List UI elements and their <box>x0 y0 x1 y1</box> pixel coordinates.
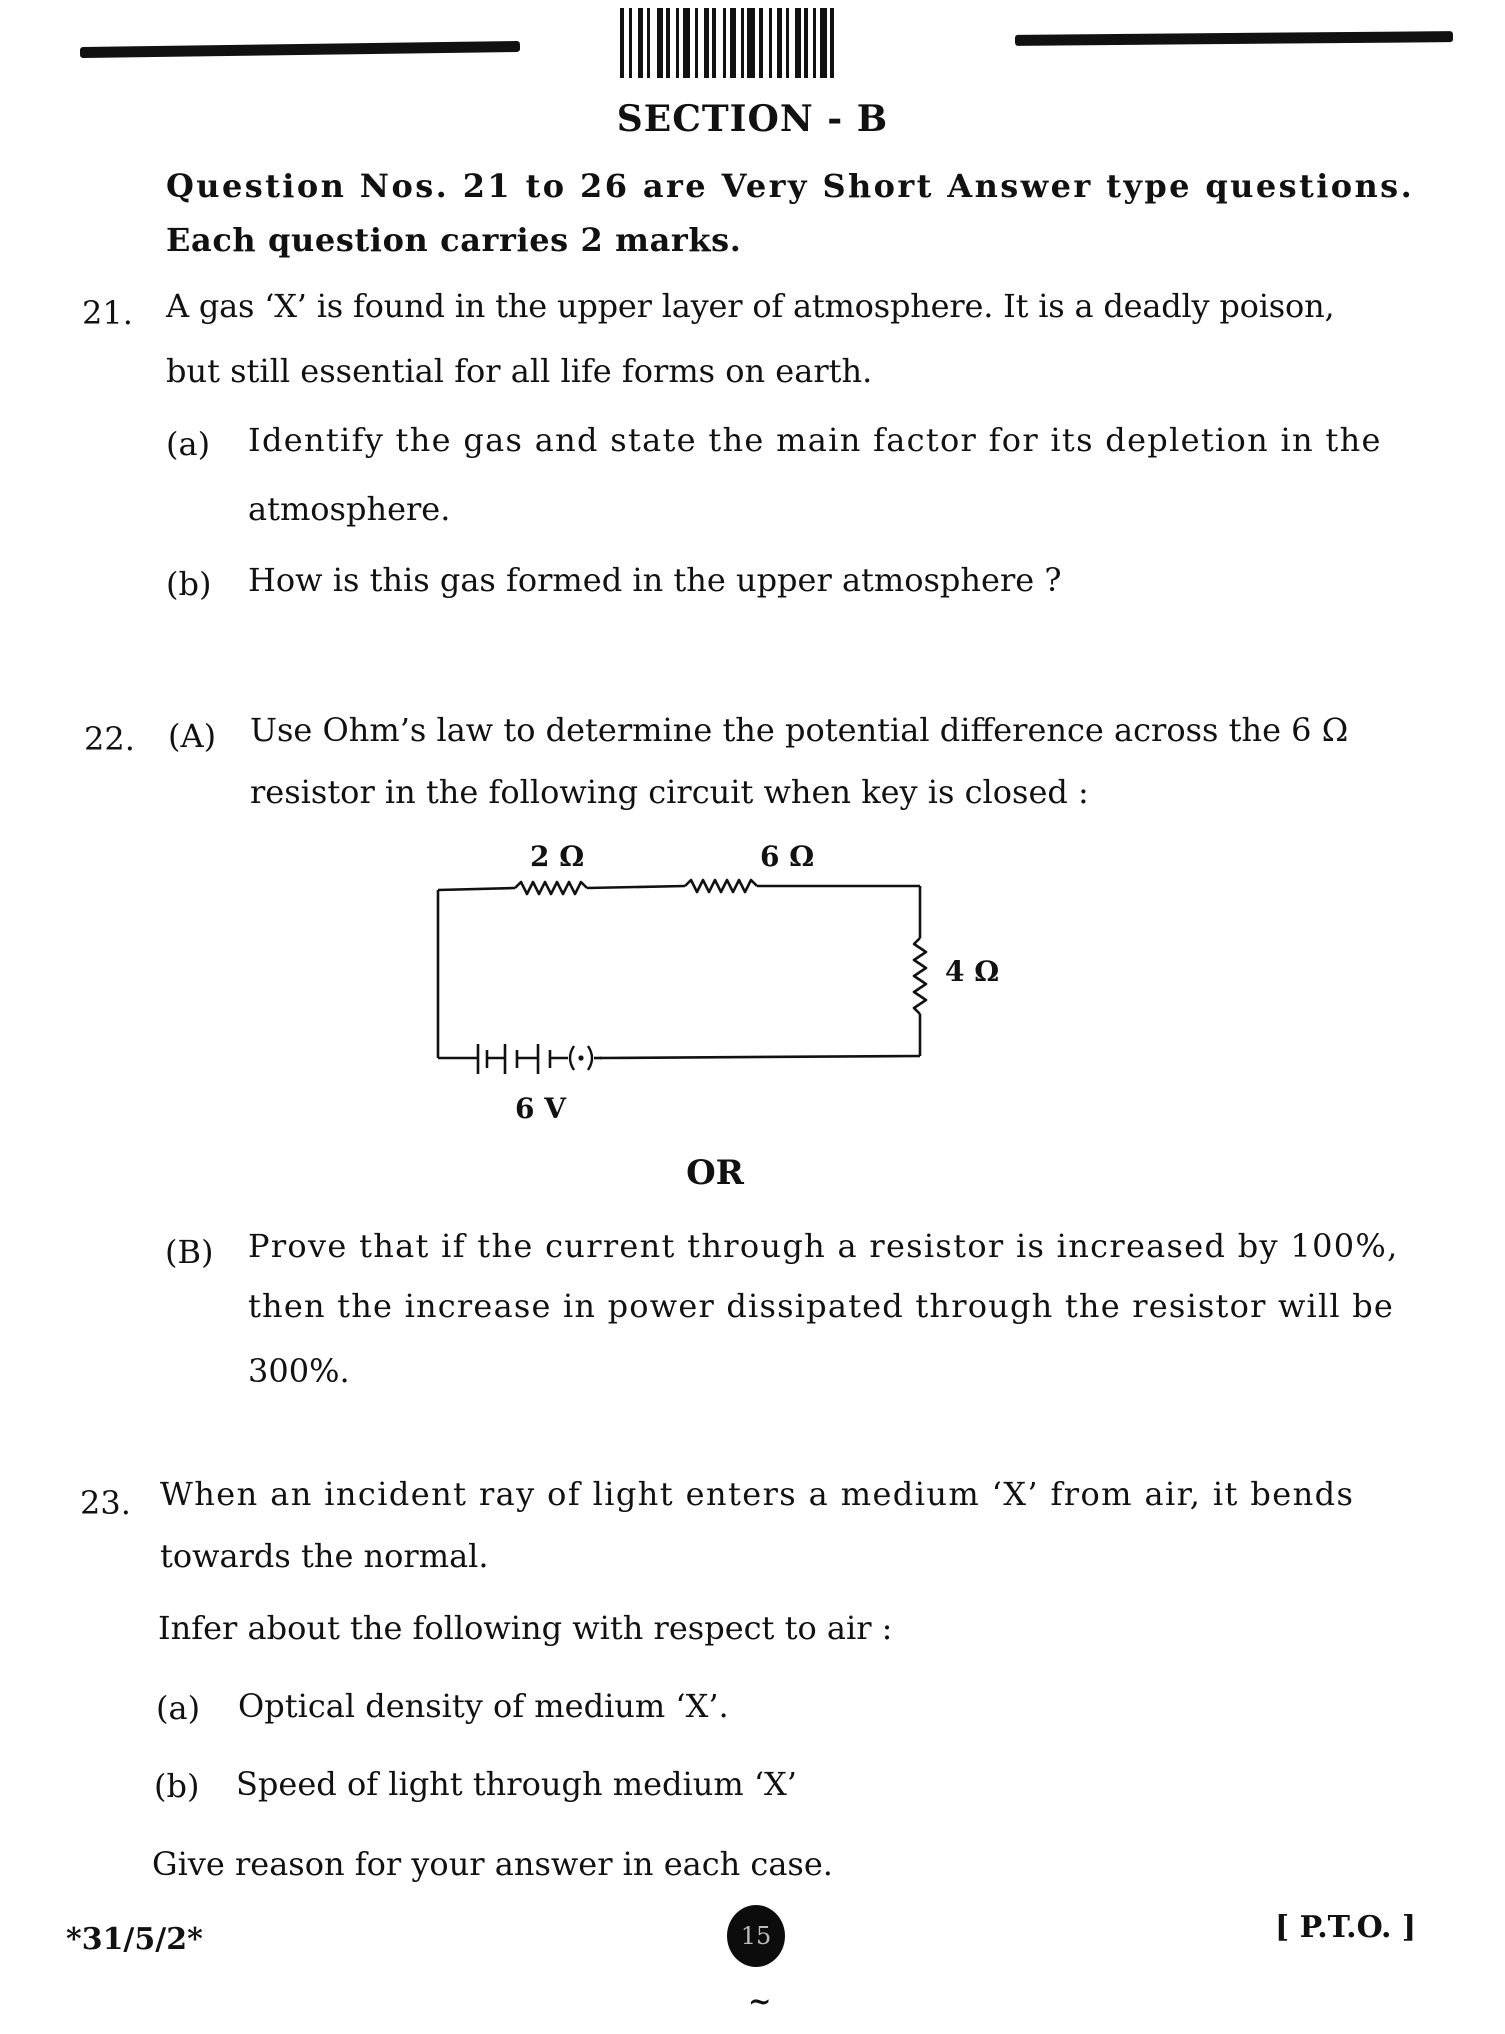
question-21a-label: (a) <box>166 425 211 463</box>
battery-icon <box>478 1044 568 1074</box>
question-23-text-line-2: towards the normal. <box>160 1537 489 1575</box>
question-21a-text-line-1: Identify the gas and state the main factor for its depletion in the <box>248 421 1382 459</box>
circuit-diagram <box>420 830 1020 1130</box>
question-23b-text: Speed of light through medium ‘X’ <box>236 1765 797 1803</box>
section-title: SECTION - B <box>616 98 889 140</box>
redaction-bar-right <box>1015 31 1453 46</box>
question-21-number: 21. <box>82 294 133 332</box>
redaction-bar-left <box>80 41 520 58</box>
page-number: 15 <box>740 1922 772 1950</box>
question-21-text-line-2: but still essential for all life forms on earth. <box>166 352 873 390</box>
resistor-4-ohm-label: 4 Ω <box>945 955 1000 988</box>
question-22b-text-line-3: 300%. <box>248 1352 350 1390</box>
pto-label: [ P.T.O. ] <box>1275 1910 1417 1945</box>
question-22a-text-line-2: resistor in the following circuit when key is closed : <box>250 773 1089 811</box>
instruction-line-2: Each question carries 2 marks. <box>166 221 742 259</box>
question-21b-label: (b) <box>166 565 212 603</box>
question-23-prompt: Infer about the following with respect to air : <box>158 1609 893 1647</box>
question-22b-text-line-2: then the increase in power dissipated through the resistor will be <box>248 1287 1395 1325</box>
resistor-2-ohm-label: 2 Ω <box>530 840 585 873</box>
question-23a-label: (a) <box>156 1689 201 1727</box>
question-22a-text-line-1: Use Ohm’s law to determine the potential difference across the 6 Ω <box>250 711 1349 749</box>
question-22a-label: (A) <box>168 717 217 755</box>
resistor-6-ohm-label: 6 Ω <box>760 840 815 873</box>
question-22b-text-line-1: Prove that if the current through a resistor is increased by 100%, <box>248 1227 1399 1265</box>
question-23-text-line-1: When an incident ray of light enters a medium ‘X’ from air, it bends <box>160 1475 1355 1513</box>
question-23a-text: Optical density of medium ‘X’. <box>238 1687 729 1725</box>
instruction-line-1: Question Nos. 21 to 26 are Very Short Answer type questions. <box>166 167 1415 205</box>
question-21b-text: How is this gas formed in the upper atmosphere ? <box>248 561 1062 599</box>
paper-code: *31/5/2* <box>66 1922 203 1957</box>
question-23-number: 23. <box>80 1484 131 1522</box>
question-22b-label: (B) <box>165 1233 214 1271</box>
question-22-number: 22. <box>84 720 135 758</box>
barcode <box>620 8 892 78</box>
battery-voltage-label: 6 V <box>515 1092 566 1125</box>
question-21-text-line-1: A gas ‘X’ is found in the upper layer of atmosphere. It is a deadly poison, <box>166 287 1335 325</box>
page-number-badge <box>727 1905 785 1967</box>
question-23-closing: Give reason for your answer in each case. <box>152 1845 833 1883</box>
key-icon <box>570 1046 602 1070</box>
or-separator: OR <box>686 1153 744 1193</box>
question-21a-text-line-2: atmosphere. <box>248 490 451 528</box>
question-23b-label: (b) <box>154 1767 200 1805</box>
tilde-mark: ~ <box>748 1985 772 2018</box>
